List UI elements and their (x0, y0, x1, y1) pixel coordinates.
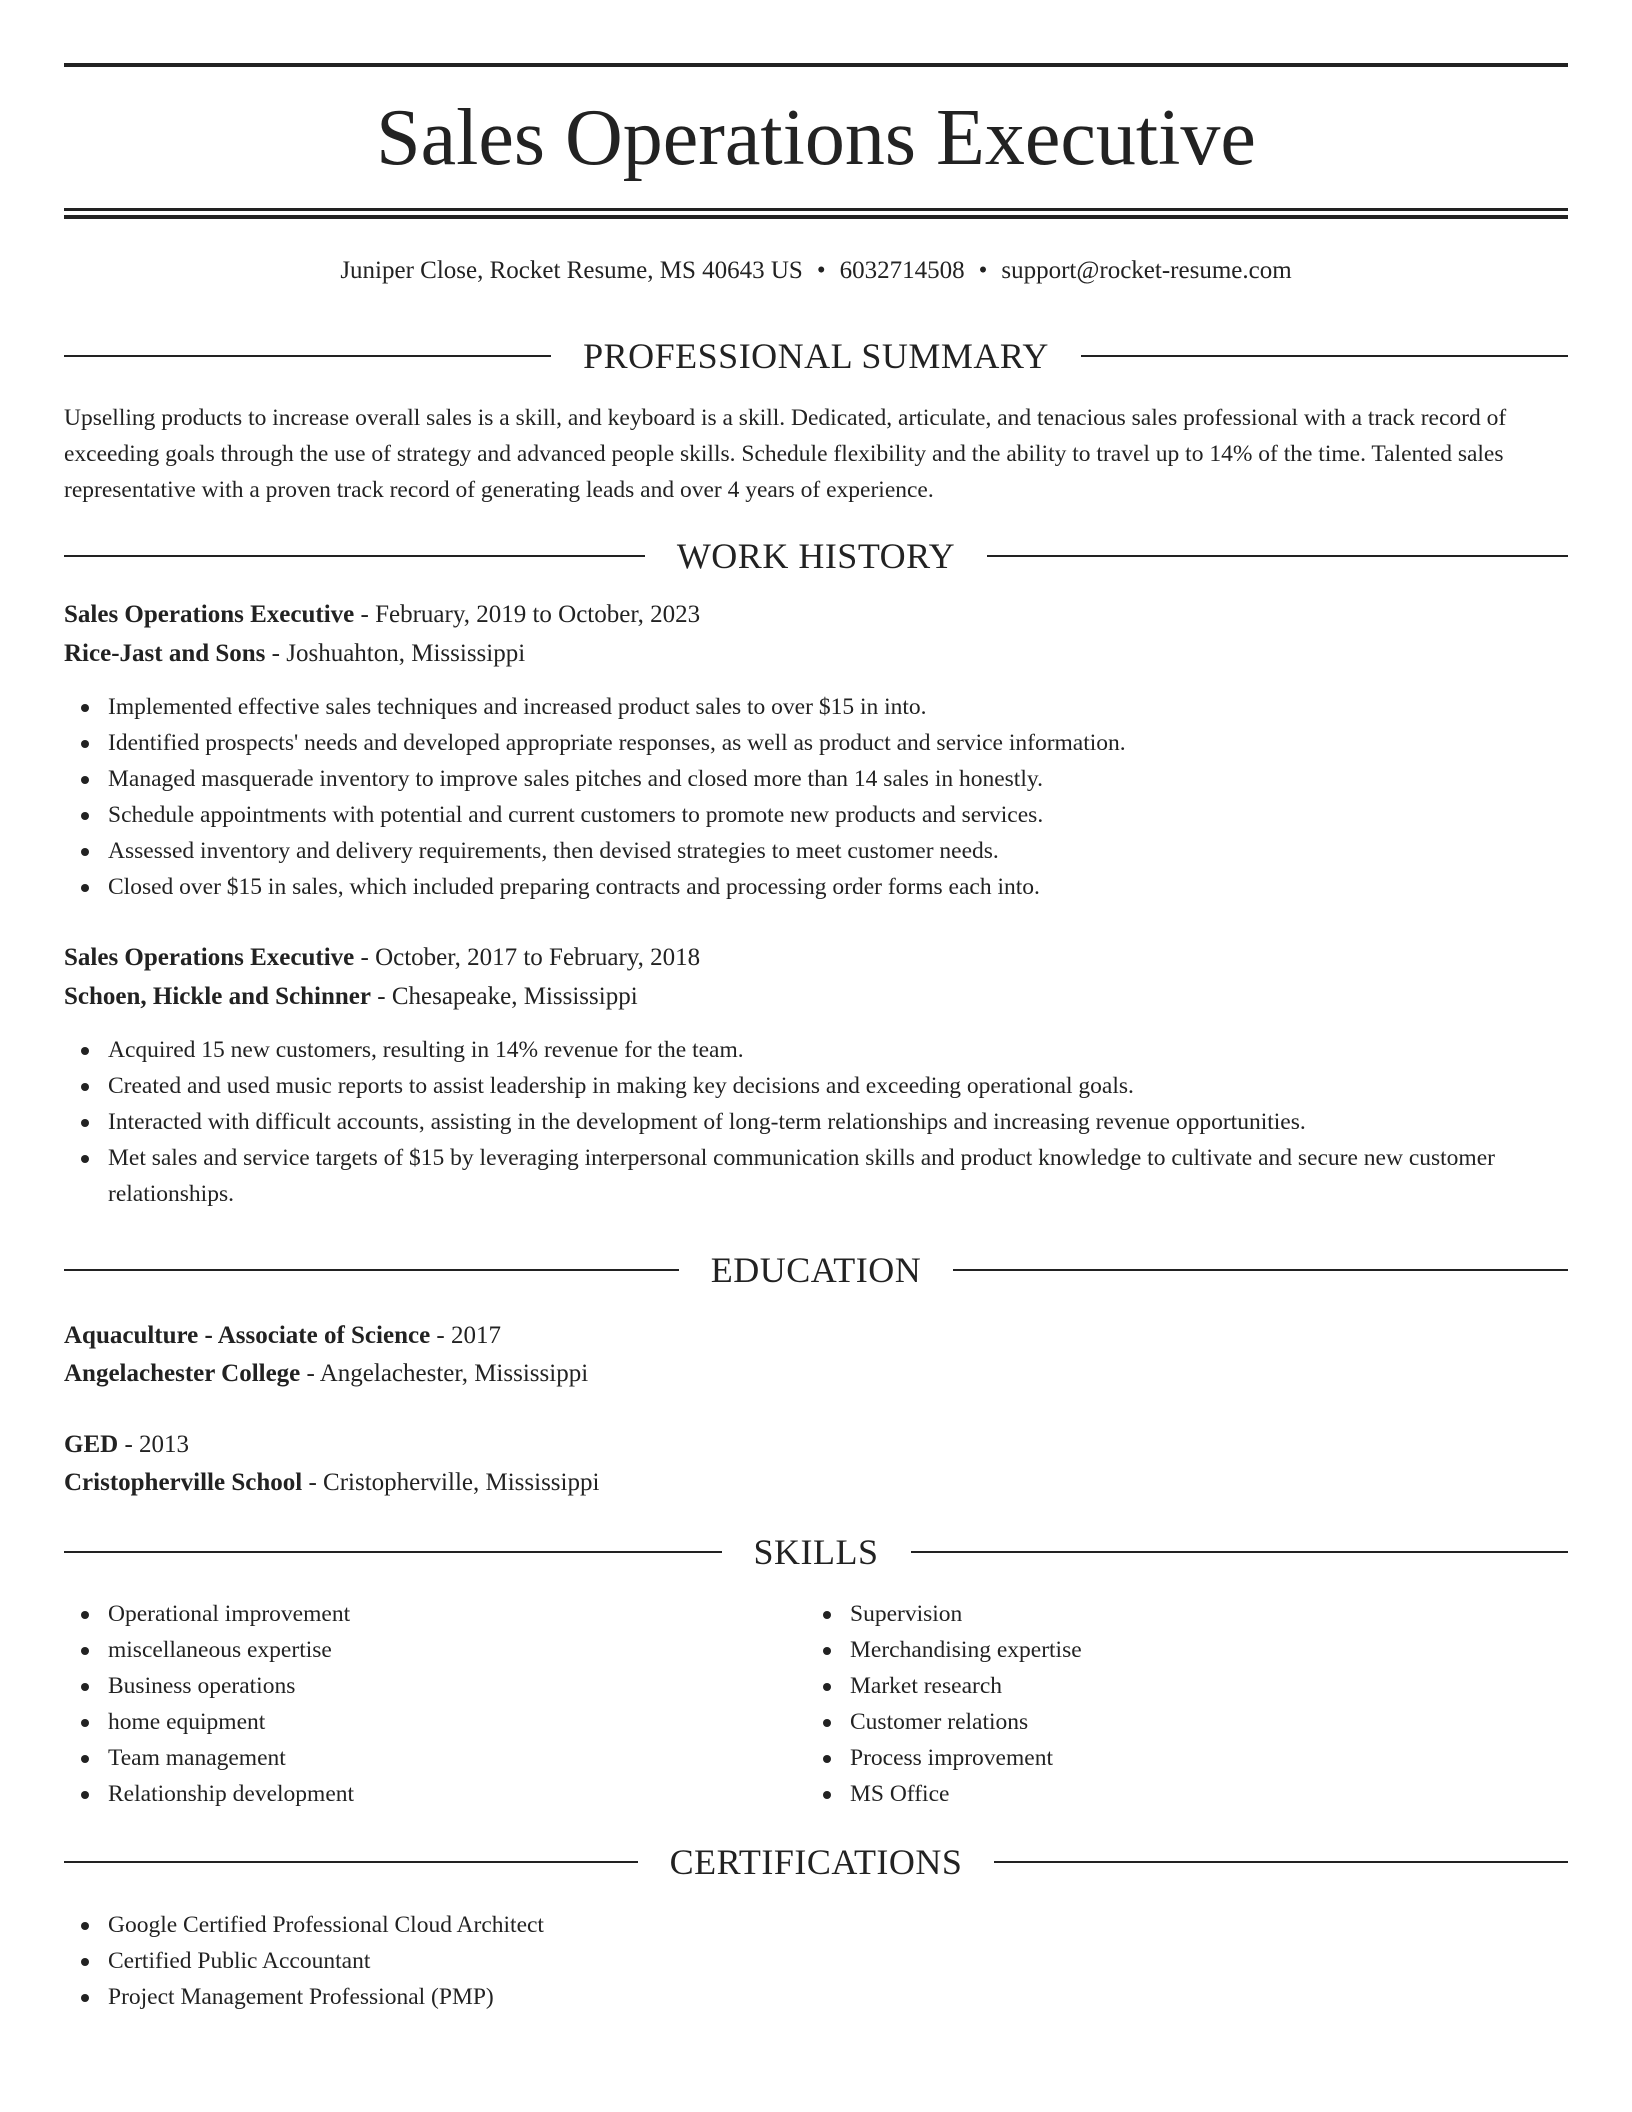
list-item: Assessed inventory and delivery requirements, then devised strategies to meet customer needs. (64, 833, 1568, 869)
job-location: - Chesapeake, Mississippi (371, 983, 638, 1010)
job-bullets (64, 689, 1568, 905)
certifications-list (64, 1907, 1568, 2015)
list-item: Project Management Professional (PMP) (64, 1979, 1568, 2015)
certifications-heading-title: CERTIFICATIONS (669, 1842, 963, 1882)
list-item: Interacted with difficult accounts, assisting in the development of long-term relationships and increasing revenue opportunities. (64, 1104, 1568, 1140)
heading-rule-right (994, 1861, 1568, 1863)
work-history-heading (64, 536, 1568, 576)
heading-rule-left (64, 355, 551, 357)
list-item: Supervision (806, 1596, 1632, 1632)
heading-rule-right (953, 1269, 1568, 1271)
job-title: Sales Operations Executive (64, 601, 355, 628)
summary-text: Upselling products to increase overall sales is a skill, and keyboard is a skill. Dedicated, articulate, and tenacious sales professional with a track record of exceeding goals through the use of strategy and advanced people skills. Schedule flexibility and the ability to travel up to 14% of the time. Talented sales representative with a proven track record of generating leads and over 4 years of experience. (64, 405, 1507, 503)
skills-heading (64, 1532, 1568, 1572)
job-company-line (64, 979, 1568, 1015)
education-year: - 2013 (118, 1431, 190, 1458)
list-item: Managed masquerade inventory to improve sales pitches and closed more than 14 sales in honestly. (64, 761, 1568, 797)
title-rule-lower (64, 215, 1568, 219)
education-school: Cristopherville School (64, 1469, 303, 1496)
list-item: Google Certified Professional Cloud Architect (64, 1907, 1568, 1943)
education-degree: Aquaculture - Associate of Science (64, 1322, 431, 1349)
list-item: Operational improvement (64, 1596, 1568, 1632)
top-rule (64, 63, 1568, 67)
job-bullets (64, 1032, 1568, 1212)
job-dates: - February, 2019 to October, 2023 (354, 601, 701, 628)
resume-title: Sales Operations Executive (376, 94, 1256, 182)
education-year: - 2017 (430, 1322, 501, 1349)
title-rule-upper (64, 208, 1568, 211)
contact-address: Juniper Close, Rocket Resume, MS 40643 US (340, 257, 803, 284)
list-item: Created and used music reports to assist leadership in making key decisions and exceeding operational goals. (64, 1068, 1568, 1104)
contact-line (64, 253, 1568, 289)
list-item: home equipment (64, 1704, 1568, 1740)
list-item: Schedule appointments with potential and current customers to promote new products and services. (64, 797, 1568, 833)
education-school-line (64, 1356, 1568, 1392)
heading-rule-left (64, 1269, 679, 1271)
list-item: Closed over $15 in sales, which included preparing contracts and processing order forms each into. (64, 869, 1568, 905)
heading-rule-left (64, 555, 645, 557)
education-location: - Cristopherville, Mississippi (302, 1469, 600, 1496)
list-item: Customer relations (806, 1704, 1632, 1740)
education-heading (64, 1250, 1568, 1290)
job-dates: - October, 2017 to February, 2018 (354, 944, 701, 971)
contact-phone: 6032714508 (839, 257, 965, 284)
job-company-line (64, 636, 1568, 672)
education-school: Angelachester College (64, 1360, 301, 1387)
heading-rule-left (64, 1551, 722, 1553)
heading-rule-right (987, 555, 1568, 557)
heading-rule-right (911, 1551, 1569, 1553)
skills-list-right (806, 1596, 1632, 1812)
list-item: miscellaneous expertise (64, 1632, 1568, 1668)
list-item: Acquired 15 new customers, resulting in 14% revenue for the team. (64, 1032, 1568, 1068)
education-location: - Angelachester, Mississippi (300, 1360, 589, 1387)
list-item: Process improvement (806, 1740, 1632, 1776)
heading-rule-right (1081, 355, 1568, 357)
work-history-heading-title: WORK HISTORY (676, 536, 956, 576)
job-company: Rice-Jast and Sons (64, 640, 266, 667)
list-item: Team management (64, 1740, 1568, 1776)
job-title-line (64, 940, 1568, 976)
education-school-line (64, 1465, 1568, 1501)
skills-heading-title: SKILLS (753, 1532, 879, 1572)
list-item: MS Office (806, 1776, 1632, 1812)
summary-heading (64, 336, 1568, 376)
summary-heading-title: PROFESSIONAL SUMMARY (583, 336, 1049, 376)
list-item: Met sales and service targets of $15 by leveraging interpersonal communication skills and product knowledge to cultivate and secure new customer relationships. (64, 1140, 1568, 1212)
contact-separator: • (978, 257, 988, 284)
job-location: - Joshuahton, Mississippi (265, 640, 526, 667)
list-item: Relationship development (64, 1776, 1568, 1812)
certifications-heading (64, 1842, 1568, 1882)
list-item: Merchandising expertise (806, 1632, 1632, 1668)
list-item: Certified Public Accountant (64, 1943, 1568, 1979)
list-item: Identified prospects' needs and developed appropriate responses, as well as product and service information. (64, 725, 1568, 761)
list-item: Implemented effective sales techniques and increased product sales to over $15 in into. (64, 689, 1568, 725)
education-heading-title: EDUCATION (710, 1250, 922, 1290)
contact-email: support@rocket-resume.com (1001, 257, 1292, 284)
list-item: Business operations (64, 1668, 1568, 1704)
education-degree-line (64, 1427, 1568, 1463)
education-degree: GED (64, 1431, 119, 1458)
list-item: Market research (806, 1668, 1632, 1704)
heading-rule-left (64, 1861, 638, 1863)
job-company: Schoen, Hickle and Schinner (64, 983, 371, 1010)
education-degree-line (64, 1318, 1568, 1354)
job-title: Sales Operations Executive (64, 944, 355, 971)
job-title-line (64, 597, 1568, 633)
contact-separator: • (816, 257, 826, 284)
